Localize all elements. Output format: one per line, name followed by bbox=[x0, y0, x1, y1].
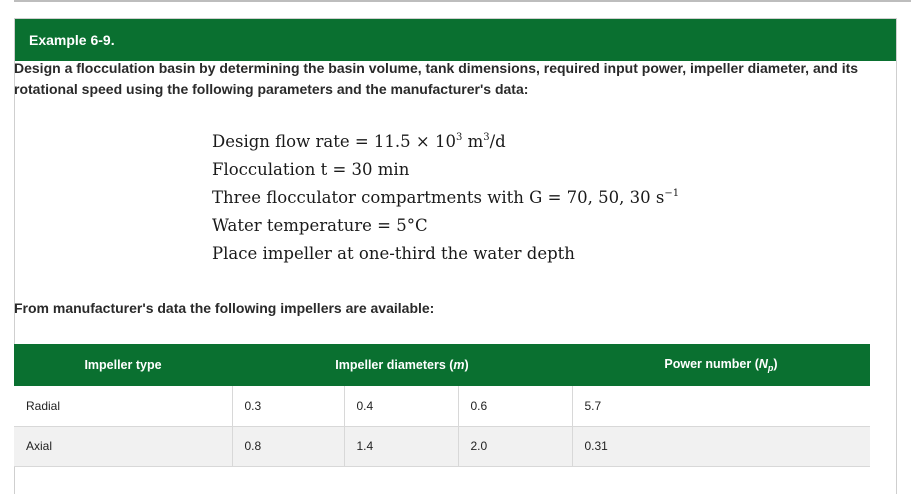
cell-diameter: 0.8 bbox=[232, 426, 344, 466]
param-flocculation-time: Flocculation t = 30 min bbox=[212, 160, 410, 179]
top-divider bbox=[14, 0, 911, 2]
cell-type: Radial bbox=[26, 398, 61, 413]
param-temperature: Water temperature = 5°C bbox=[212, 216, 428, 235]
cell-power-number: 0.31 bbox=[572, 426, 870, 466]
header-impeller-diameters: Impeller diameters (m) bbox=[335, 358, 469, 372]
table-header-row bbox=[14, 344, 870, 386]
param-flow-rate: Design flow rate = $11.5 \times 10^3$ $m^3/d$ bbox=[212, 132, 506, 151]
header-impeller-type: Impeller type bbox=[84, 358, 162, 372]
param-compartments: Three flocculator compartments with G = 70, 50, 30 $s^{-1}$ bbox=[212, 188, 680, 207]
cell-type: Axial bbox=[26, 439, 53, 453]
parameters-list bbox=[212, 128, 679, 268]
cell-power-number: 5.7 bbox=[572, 386, 870, 426]
param-impeller-placement: Place impeller at one-third the water depth bbox=[212, 244, 575, 263]
cell-diameter: 0.6 bbox=[458, 386, 572, 426]
cell-diameter: 2.0 bbox=[458, 426, 572, 466]
table-row bbox=[14, 386, 870, 426]
problem-statement: Design a flocculation basin by determining the basin volume, tank dimensions, required input power, impeller diameter, and its rotational speed using the following parameters and the manufacturer's data: bbox=[14, 60, 859, 97]
table-row bbox=[14, 426, 870, 466]
cell-diameter: 0.4 bbox=[344, 386, 458, 426]
impeller-table bbox=[14, 344, 870, 467]
manufacturer-note: From manufacturer's data the following impellers are available: bbox=[14, 300, 435, 316]
cell-diameter: 1.4 bbox=[344, 426, 458, 466]
example-title: Example 6-9. bbox=[15, 19, 896, 61]
cell-diameter: 0.3 bbox=[232, 386, 344, 426]
header-power-number: Power number $(N_p)$ bbox=[664, 357, 778, 373]
